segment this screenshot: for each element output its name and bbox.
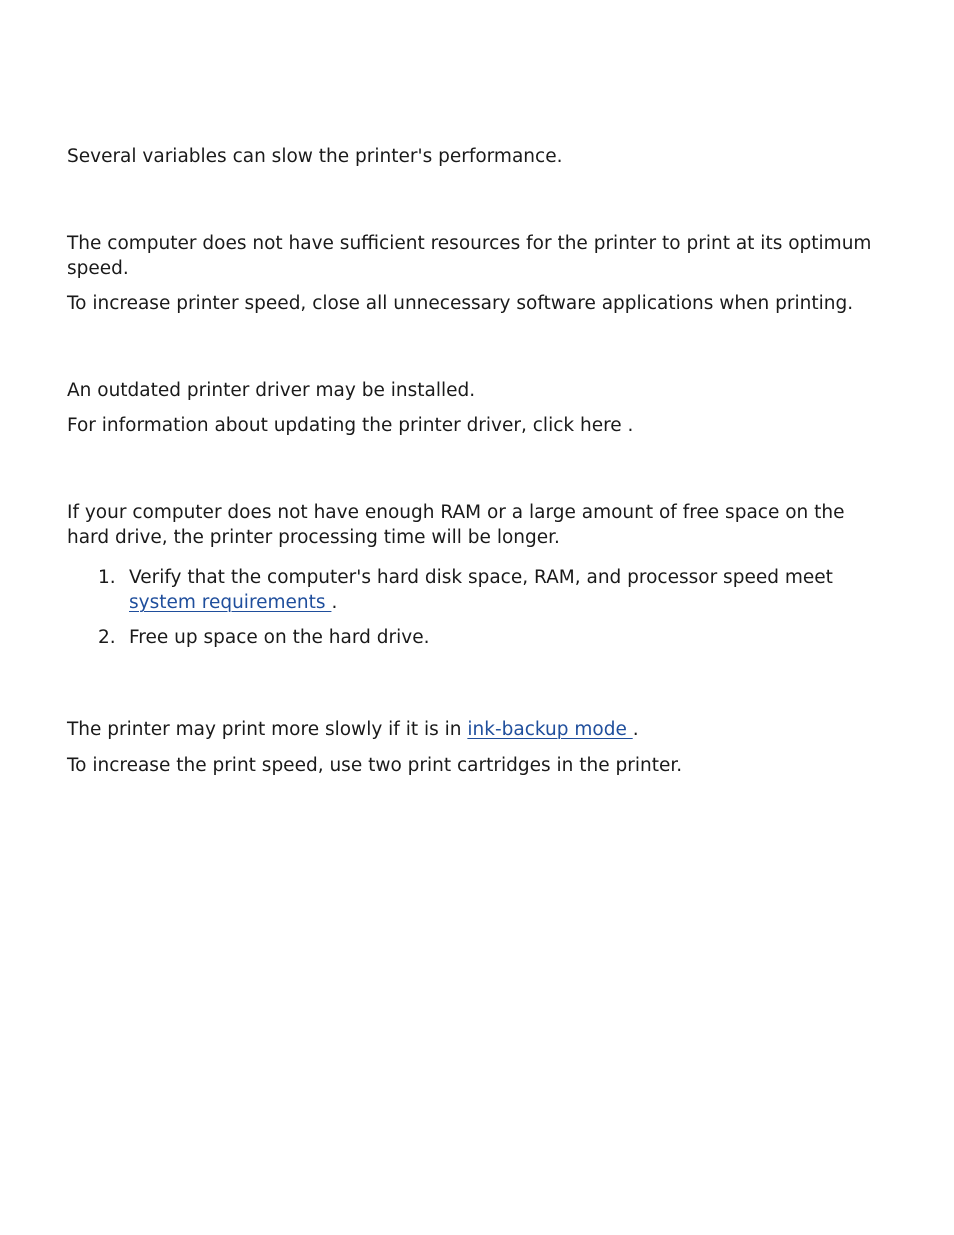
list-item-text: Free up space on the hard drive. xyxy=(129,627,430,648)
list-item-number: 1. xyxy=(98,567,116,588)
list-item xyxy=(67,625,877,650)
ink-backup-cause-paragraph xyxy=(67,717,877,742)
list-item-tail: . xyxy=(331,592,338,613)
list-item xyxy=(67,565,877,615)
ink-backup-tail: . xyxy=(632,719,639,740)
ink-backup-text: The printer may print more slowly if it is in xyxy=(67,719,468,740)
driver-cause-paragraph: An outdated printer driver may be installed. xyxy=(67,380,476,401)
list-item-text: Verify that the computer's hard disk space, RAM, and processor speed meet xyxy=(129,567,833,588)
ink-backup-mode-link[interactable]: ink-backup mode xyxy=(467,719,633,740)
ram-steps-list xyxy=(67,565,877,650)
ram-cause-paragraph: If your computer does not have enough RAM or a large amount of free space on the hard drive, the printer processing time will be longer. xyxy=(67,502,845,548)
list-item-number: 2. xyxy=(98,627,116,648)
driver-solution-paragraph: For information about updating the printer driver, click here . xyxy=(67,415,634,436)
resources-solution-paragraph: To increase printer speed, close all unnecessary software applications when printing. xyxy=(67,293,854,314)
resources-cause-paragraph: The computer does not have sufficient resources for the printer to print at its optimum speed. xyxy=(67,233,872,279)
ink-backup-solution-paragraph: To increase the print speed, use two print cartridges in the printer. xyxy=(67,755,683,776)
system-requirements-link[interactable]: system requirements xyxy=(129,592,332,613)
intro-paragraph: Several variables can slow the printer's performance. xyxy=(67,146,563,167)
